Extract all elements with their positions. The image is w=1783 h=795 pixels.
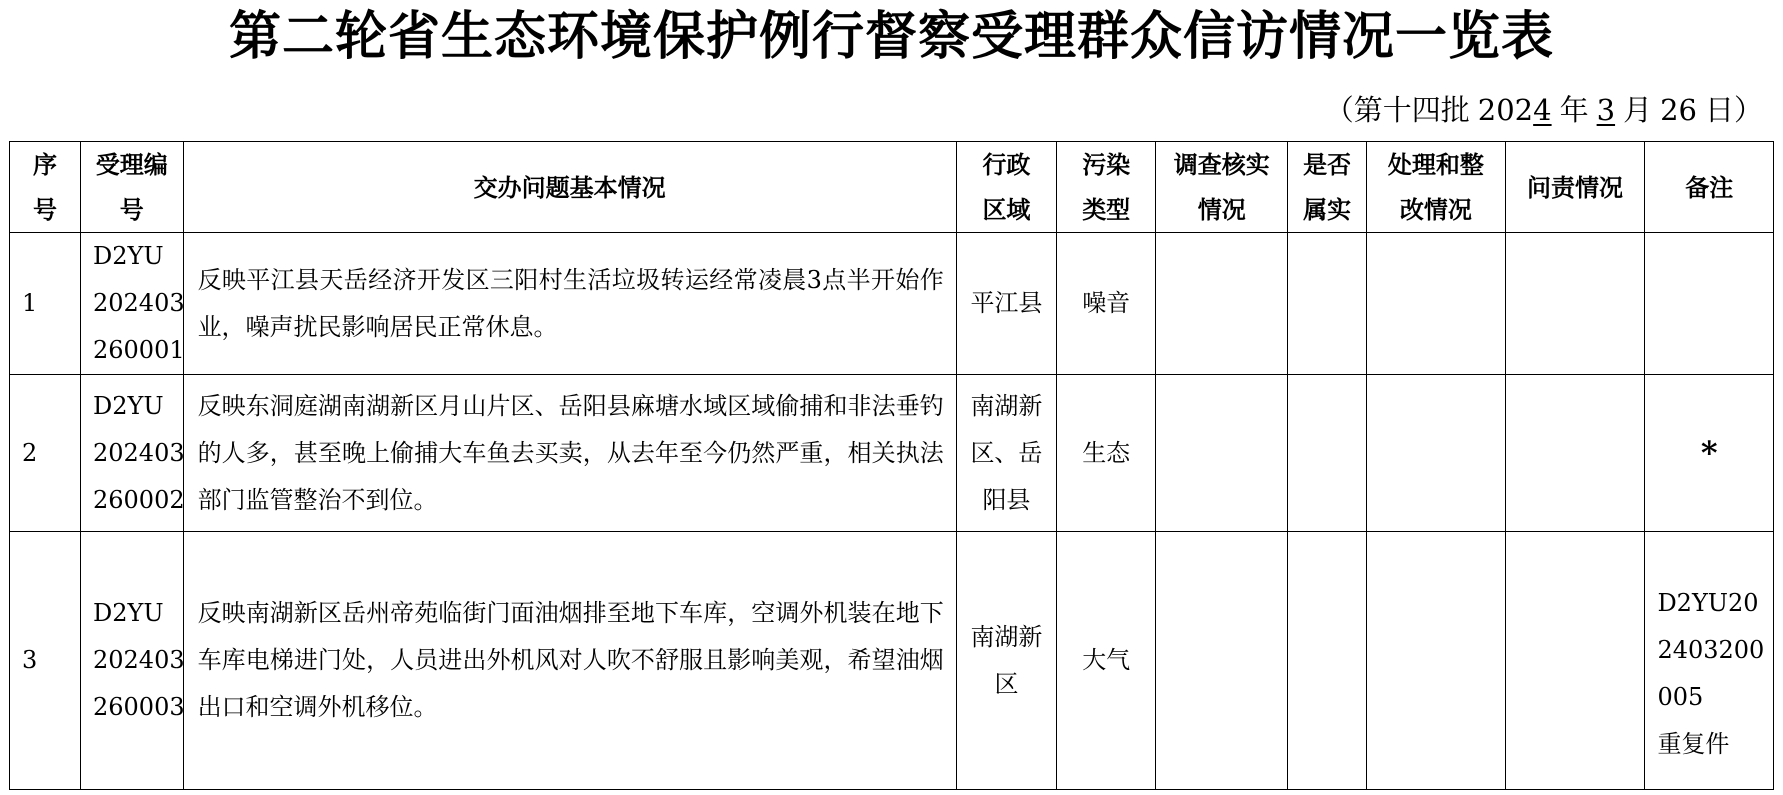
row-description: 反映南湖新区岳州帝苑临街门面油烟排至地下车库，空调外机装在地下车库电梯进门处，人员进出外机风对人吹不舒服且影响美观，希望油烟出口和空调外机移位。 [183, 532, 956, 790]
batch-label: （第十四批 [1324, 93, 1470, 127]
row-seq: 3 [10, 532, 81, 790]
header-investigation: 调查核实 情况 [1156, 142, 1288, 233]
row-verified [1288, 375, 1367, 532]
row-accountability [1505, 532, 1645, 790]
row-description: 反映东洞庭湖南湖新区月山片区、岳阳县麻塘水域区域偷捕和非法垂钓的人多，甚至晚上偷捕大车鱼去买卖，从去年至今仍然严重，相关执法部门监管整治不到位。 [183, 375, 956, 532]
row-handling [1367, 532, 1506, 790]
row-seq: 2 [10, 375, 81, 532]
row-remarks: D2YU20 2403200 005 重复件 [1645, 532, 1774, 790]
row-region: 南湖新 区 [956, 532, 1056, 790]
row-remarks [1645, 233, 1774, 375]
table-row [10, 233, 1774, 375]
header-handling: 处理和整 改情况 [1367, 142, 1506, 233]
row-seq: 1 [10, 233, 81, 375]
row-code: D2YU 202403 260003 [81, 532, 184, 790]
row-investigation [1156, 233, 1288, 375]
table-row [10, 375, 1774, 532]
page-title: 第二轮省生态环境保护例行督察受理群众信访情况一览表 [228, 6, 1554, 67]
header-region: 行政 区域 [956, 142, 1056, 233]
row-description: 反映平江县天岳经济开发区三阳村生活垃圾转运经常凌晨3点半开始作业，噪声扰民影响居民正常休息。 [183, 233, 956, 375]
row-investigation [1156, 375, 1288, 532]
header-verified: 是否 属实 [1288, 142, 1367, 233]
table-row [10, 532, 1774, 790]
row-investigation [1156, 532, 1288, 790]
row-accountability [1505, 233, 1645, 375]
row-verified [1288, 532, 1367, 790]
header-pollution-type: 污染 类型 [1057, 142, 1156, 233]
row-remarks-asterisk: * [1645, 375, 1774, 532]
date-day: 26 [1660, 93, 1697, 127]
header-accountability: 问责情况 [1505, 142, 1645, 233]
row-code: D2YU 202403 260001 [81, 233, 184, 375]
date-day-unit: 日） [1704, 93, 1763, 127]
date-year-digit: 4 [1533, 93, 1552, 127]
header-row [10, 142, 1774, 233]
row-region: 南湖新 区、岳 阳县 [956, 375, 1056, 532]
row-pollution-type: 生态 [1057, 375, 1156, 532]
petition-table [9, 141, 1774, 790]
row-pollution-type: 噪音 [1057, 233, 1156, 375]
batch-date [1325, 90, 1763, 130]
row-code: D2YU 202403 260002 [81, 375, 184, 532]
row-accountability [1505, 375, 1645, 532]
date-month: 3 [1596, 93, 1616, 127]
row-pollution-type: 大气 [1057, 532, 1156, 790]
row-verified [1288, 233, 1367, 375]
header-seq: 序 号 [10, 142, 81, 233]
date-month-unit: 月 [1623, 93, 1653, 127]
row-handling [1367, 233, 1506, 375]
row-region: 平江县 [956, 233, 1056, 375]
header-code: 受理编 号 [81, 142, 184, 233]
date-year-unit: 年 [1559, 93, 1589, 127]
date-year-lead: 202 [1477, 93, 1534, 127]
header-description: 交办问题基本情况 [183, 142, 956, 233]
row-handling [1367, 375, 1506, 532]
header-remarks: 备注 [1645, 142, 1774, 233]
